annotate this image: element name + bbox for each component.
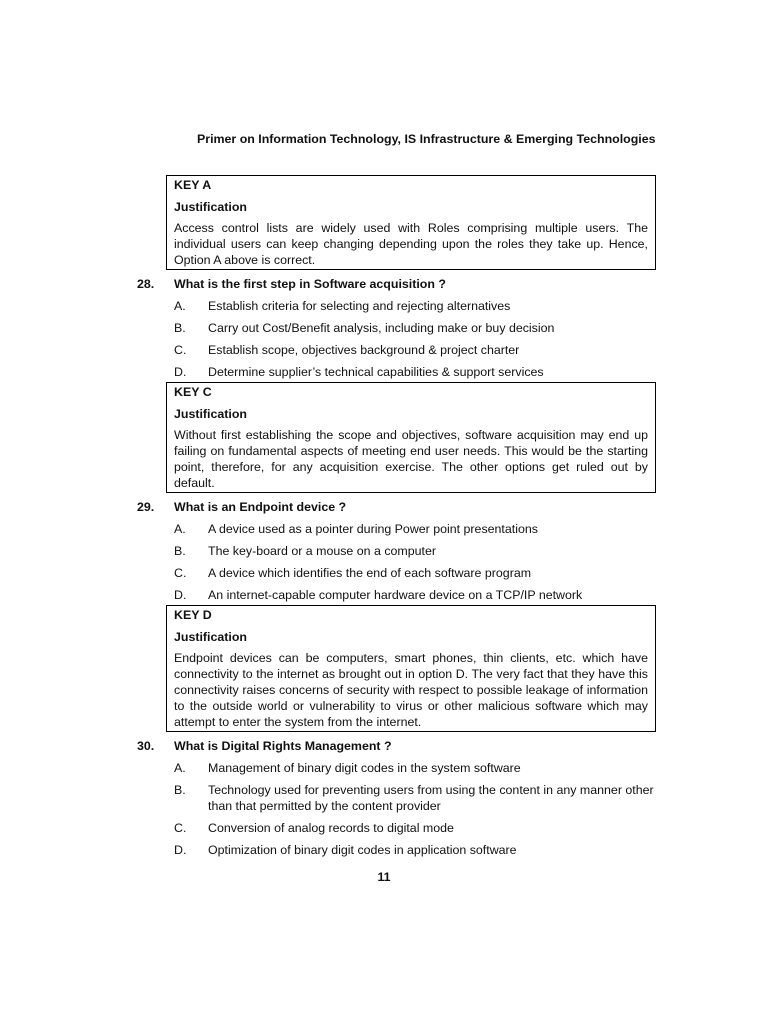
answer-key-box: [166, 605, 656, 732]
justification-text: Endpoint devices can be computers, smart phones, thin clients, etc. which have connectivity to the internet as brought out in option D. The very fact that they have this connectivity raises concerns of security with respect to possible leakage of information to the outside world or vulnerability to virus or other malicious software which may attempt to enter the system from the internet.: [174, 651, 648, 729]
page-header: Primer on Information Technology, IS Infrastructure & Emerging Technologies: [197, 132, 656, 146]
question-number: 28.: [137, 277, 155, 291]
question-number: 30.: [137, 739, 155, 753]
option-label: A.: [174, 299, 186, 313]
justification-heading: Justification: [174, 200, 247, 214]
option-a: [0, 521, 768, 537]
option-text: An internet-capable computer hardware device on a TCP/IP network: [208, 588, 583, 602]
question-number: 29.: [137, 500, 155, 514]
option-text: Management of binary digit codes in the system software: [208, 761, 521, 775]
option-label: B.: [174, 321, 186, 335]
option-d: [0, 842, 768, 858]
option-text: Technology used for preventing users from using the content in any manner other than that permitted by the content provider: [208, 783, 654, 813]
option-a: [0, 760, 768, 776]
option-b: [0, 320, 768, 336]
option-label: D.: [174, 365, 187, 379]
justification-heading: Justification: [174, 630, 247, 644]
option-label: D.: [174, 843, 187, 857]
option-label: D.: [174, 588, 187, 602]
question-30: [0, 735, 768, 757]
justification-text: Access control lists are widely used with Roles comprising multiple users. The individual users can keep changing depending upon the roles they take up. Hence, Option A above is correct.: [174, 221, 648, 267]
option-label: A.: [174, 522, 186, 536]
answer-key: KEY A: [174, 178, 212, 192]
option-label: B.: [174, 783, 186, 797]
option-text: Establish criteria for selecting and rejecting alternatives: [208, 299, 511, 313]
page-content: [0, 175, 768, 864]
option-text: Conversion of analog records to digital mode: [208, 821, 454, 835]
option-text: Establish scope, objectives background & project charter: [208, 343, 520, 357]
option-label: B.: [174, 544, 186, 558]
answer-key: KEY C: [174, 385, 212, 399]
option-c: [0, 342, 768, 358]
option-text: Optimization of binary digit codes in application software: [208, 843, 517, 857]
option-label: C.: [174, 566, 187, 580]
justification-heading: Justification: [174, 407, 247, 421]
option-label: C.: [174, 343, 187, 357]
question-text: What is Digital Rights Management ?: [174, 739, 392, 753]
option-a: [0, 298, 768, 314]
option-text: A device which identifies the end of each software program: [208, 566, 532, 580]
option-text: The key-board or a mouse on a computer: [208, 544, 436, 558]
answer-key-box: [166, 175, 656, 270]
page-number: 11: [377, 870, 391, 884]
option-text: A device used as a pointer during Power point presentations: [208, 522, 538, 536]
option-b: [0, 782, 768, 814]
question-28: [0, 273, 768, 295]
option-text: Carry out Cost/Benefit analysis, including make or buy decision: [208, 321, 555, 335]
justification-text: Without first establishing the scope and objectives, software acquisition may end up failing on fundamental aspects of meeting end user needs. This would be the starting point, therefore, for any acquisition exercise. The other options get ruled out by default.: [174, 428, 648, 490]
option-text: Determine supplier’s technical capabilities & support services: [208, 365, 544, 379]
question-29: [0, 496, 768, 518]
answer-key: KEY D: [174, 608, 212, 622]
question-text: What is an Endpoint device ?: [174, 500, 347, 514]
option-c: [0, 820, 768, 836]
question-text: What is the first step in Software acquisition ?: [174, 277, 446, 291]
answer-key-box: [166, 382, 656, 493]
option-label: A.: [174, 761, 186, 775]
option-c: [0, 565, 768, 581]
option-d: [0, 364, 768, 380]
option-label: C.: [174, 821, 187, 835]
option-d: [0, 587, 768, 603]
option-b: [0, 543, 768, 559]
